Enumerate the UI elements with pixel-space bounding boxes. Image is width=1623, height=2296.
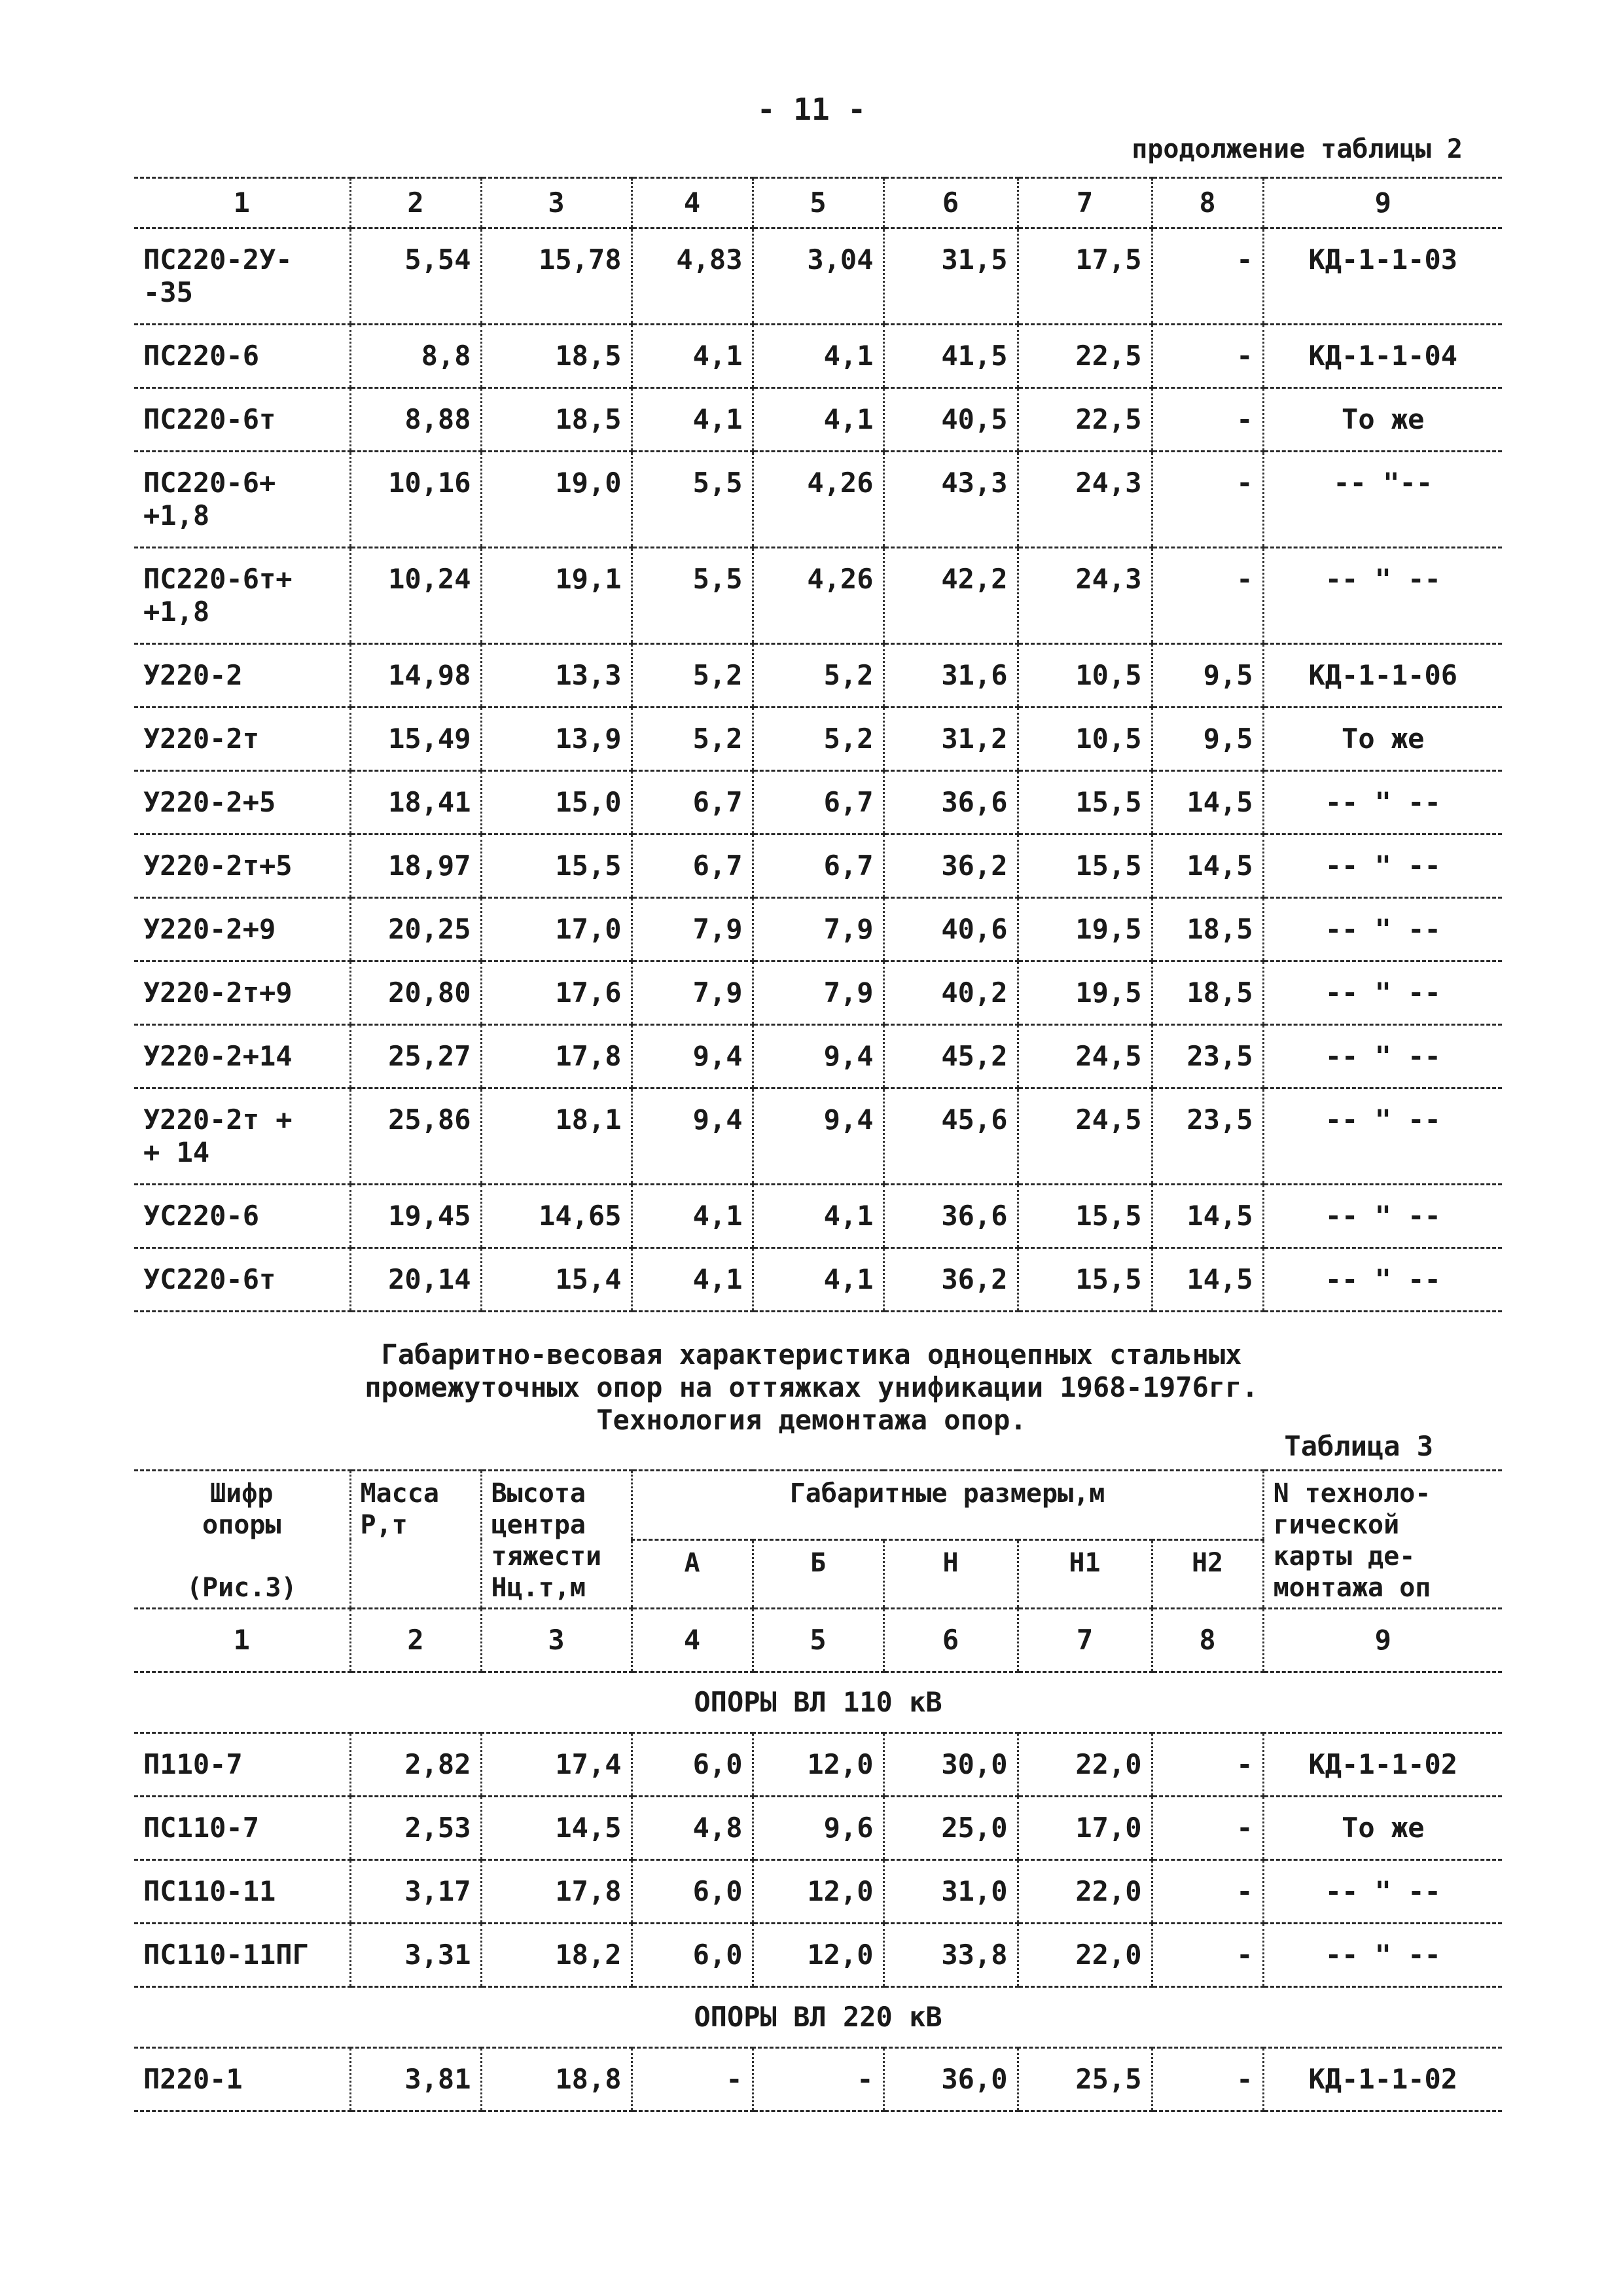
table-cell: 22,0 (1018, 1733, 1152, 1797)
table-cell: 15,5 (481, 834, 632, 898)
table-cell: 4,1 (753, 1248, 883, 1312)
table-cell: 36,6 (883, 1185, 1018, 1248)
table-cell: 30,0 (883, 1733, 1018, 1797)
table-cell: 15,49 (350, 708, 481, 771)
table-cell: -- " -- (1263, 1924, 1502, 1987)
table-cell: 9,4 (632, 1025, 753, 1088)
table-row (134, 325, 1502, 388)
table-cell: У220-2+14 (134, 1025, 350, 1088)
table-row (134, 228, 1502, 325)
table-2 (134, 177, 1502, 1312)
table-cell: 9,4 (632, 1088, 753, 1185)
table-cell: 7 (1018, 178, 1152, 228)
table-cell: 5,54 (350, 228, 481, 325)
table-cell: 5 (753, 1609, 883, 1672)
table-cell: 15,0 (481, 771, 632, 834)
table-cell: 6,7 (632, 771, 753, 834)
table-cell: 12,0 (753, 1924, 883, 1987)
header-dim-a: А (632, 1539, 753, 1609)
table-cell: 4,1 (632, 325, 753, 388)
table-cell: 12,0 (753, 1860, 883, 1924)
table-cell: ПС220-6 (134, 325, 350, 388)
table-3-header-row (134, 1471, 1502, 1540)
table-row (134, 2048, 1502, 2111)
table-cell: 18,5 (481, 325, 632, 388)
table-cell: 25,86 (350, 1088, 481, 1185)
table-cell: 12,0 (753, 1733, 883, 1797)
table-row (134, 1924, 1502, 1987)
table-cell: - (1152, 452, 1263, 548)
table-cell: - (753, 2048, 883, 2111)
table-cell: 19,45 (350, 1185, 481, 1248)
table-cell: ПС110-11ПГ (134, 1924, 350, 1987)
table-cell: 15,5 (1018, 1248, 1152, 1312)
table-cell: То же (1263, 1797, 1502, 1860)
header-dim-h2: Н2 (1152, 1539, 1263, 1609)
table-cell: 24,3 (1018, 452, 1152, 548)
table-cell: УС220-6т (134, 1248, 350, 1312)
section-title: ОПОРЫ ВЛ 110 кВ (134, 1672, 1502, 1733)
table-cell: 8,8 (350, 325, 481, 388)
table-continuation-label: продолжение таблицы 2 (1132, 134, 1463, 164)
table-cell: -- "-- (1263, 452, 1502, 548)
table-row (134, 1248, 1502, 1312)
header-cipher: Шифр опоры (Рис.3) (134, 1471, 350, 1609)
header-dim-h: Н (883, 1539, 1018, 1609)
table-cell: 22,0 (1018, 1860, 1152, 1924)
table-cell: 15,78 (481, 228, 632, 325)
table-cell: - (1152, 1797, 1263, 1860)
table-cell: 2 (350, 1609, 481, 1672)
table-cell: 4,1 (632, 1185, 753, 1248)
table-cell: - (1152, 2048, 1263, 2111)
header-dimensions-group: Габаритные размеры,м (632, 1471, 1263, 1540)
table-row (134, 771, 1502, 834)
table-row (134, 644, 1502, 708)
table-cell: 14,5 (1152, 1185, 1263, 1248)
table-cell: 10,5 (1018, 644, 1152, 708)
table-cell: 6 (883, 178, 1018, 228)
table-cell: 17,0 (1018, 1797, 1152, 1860)
table-cell: У220-2 (134, 644, 350, 708)
table-row (134, 961, 1502, 1025)
section-row-220kv (134, 1987, 1502, 2048)
table-cell: - (1152, 548, 1263, 644)
table-cell: 24,5 (1018, 1088, 1152, 1185)
table-cell: 4,1 (632, 1248, 753, 1312)
table-cell: 6,0 (632, 1733, 753, 1797)
table-row (134, 1860, 1502, 1924)
table-cell: 2 (350, 178, 481, 228)
table-cell: 17,6 (481, 961, 632, 1025)
table-cell: 5,2 (632, 644, 753, 708)
table-cell: КД-1-1-06 (1263, 644, 1502, 708)
table-cell: ПС220-6+ +1,8 (134, 452, 350, 548)
table-cell: КД-1-1-04 (1263, 325, 1502, 388)
table-cell: 13,9 (481, 708, 632, 771)
table-3-label: Таблица 3 (1284, 1430, 1433, 1462)
table-3-caption-line-2: промежуточных опор на оттяжках унификации 1968-1976гг. (365, 1371, 1258, 1403)
table-cell: 13,3 (481, 644, 632, 708)
table-cell: 4 (632, 178, 753, 228)
table-cell: 3,04 (753, 228, 883, 325)
table-cell: 14,65 (481, 1185, 632, 1248)
table-cell: 3,31 (350, 1924, 481, 1987)
table-row (134, 834, 1502, 898)
table-cell: 4,8 (632, 1797, 753, 1860)
table-cell: 22,5 (1018, 325, 1152, 388)
table-cell: 41,5 (883, 325, 1018, 388)
table-cell: 4,1 (632, 388, 753, 452)
table-cell: ПС110-11 (134, 1860, 350, 1924)
table-cell: 14,5 (1152, 771, 1263, 834)
table-cell: ПС220-2У- -35 (134, 228, 350, 325)
table-cell: 9,6 (753, 1797, 883, 1860)
table-cell: 40,5 (883, 388, 1018, 452)
header-tech-card: N техноло- гической карты де- монтажа оп (1263, 1471, 1502, 1609)
section-row-110kv (134, 1672, 1502, 1733)
table-cell: 20,25 (350, 898, 481, 961)
table-cell: 4,83 (632, 228, 753, 325)
table-cell: 7 (1018, 1609, 1152, 1672)
table-row (134, 898, 1502, 961)
table-cell: 17,0 (481, 898, 632, 961)
table-cell: - (1152, 1733, 1263, 1797)
table-cell: 10,24 (350, 548, 481, 644)
table-3 (134, 1469, 1502, 2112)
table-cell: - (1152, 228, 1263, 325)
table-cell: 20,80 (350, 961, 481, 1025)
table-cell: 18,97 (350, 834, 481, 898)
table-2-header-row (134, 178, 1502, 228)
header-center-height: Высота центра тяжести Нц.т,м (481, 1471, 632, 1609)
table-cell: 3 (481, 178, 632, 228)
table-3-caption-line-1: Габаритно-весовая характеристика одноцепных стальных (381, 1338, 1242, 1371)
table-cell: У220-2+5 (134, 771, 350, 834)
table-cell: -- " -- (1263, 834, 1502, 898)
table-cell: 15,5 (1018, 771, 1152, 834)
table-cell: ПС220-6т+ +1,8 (134, 548, 350, 644)
table-cell: 17,8 (481, 1860, 632, 1924)
table-cell: 18,5 (1152, 898, 1263, 961)
table-cell: У220-2т + + 14 (134, 1088, 350, 1185)
header-dim-h1: Н1 (1018, 1539, 1152, 1609)
table-cell: -- " -- (1263, 898, 1502, 961)
table-cell: 1 (134, 1609, 350, 1672)
table-row (134, 452, 1502, 548)
table-row (134, 1185, 1502, 1248)
table-cell: 19,1 (481, 548, 632, 644)
table-cell: То же (1263, 708, 1502, 771)
table-cell: 18,5 (1152, 961, 1263, 1025)
table-cell: 14,5 (1152, 834, 1263, 898)
table-cell: 4,1 (753, 1185, 883, 1248)
table-cell: 9,4 (753, 1088, 883, 1185)
table-cell: 2,82 (350, 1733, 481, 1797)
table-cell: -- " -- (1263, 1248, 1502, 1312)
table-cell: 4,26 (753, 548, 883, 644)
table-cell: 36,0 (883, 2048, 1018, 2111)
table-cell: 45,2 (883, 1025, 1018, 1088)
table-3-number-row (134, 1609, 1502, 1672)
table-row (134, 1025, 1502, 1088)
table-cell: 43,3 (883, 452, 1018, 548)
header-dim-b: Б (753, 1539, 883, 1609)
table-cell: 5,5 (632, 452, 753, 548)
table-cell: 4,1 (753, 325, 883, 388)
table-cell: У220-2т+5 (134, 834, 350, 898)
table-cell: 20,14 (350, 1248, 481, 1312)
header-mass: Масса Р,т (350, 1471, 481, 1609)
table-cell: 18,8 (481, 2048, 632, 2111)
table-cell: -- " -- (1263, 1025, 1502, 1088)
table-row (134, 1088, 1502, 1185)
table-cell: У220-2+9 (134, 898, 350, 961)
table-cell: - (632, 2048, 753, 2111)
table-cell: 23,5 (1152, 1025, 1263, 1088)
table-cell: КД-1-1-02 (1263, 1733, 1502, 1797)
table-row (134, 708, 1502, 771)
table-cell: КД-1-1-02 (1263, 2048, 1502, 2111)
table-cell: 9,4 (753, 1025, 883, 1088)
table-cell: П220-1 (134, 2048, 350, 2111)
table-cell: 18,1 (481, 1088, 632, 1185)
table-cell: 4 (632, 1609, 753, 1672)
table-cell: 8,88 (350, 388, 481, 452)
table-cell: 19,5 (1018, 961, 1152, 1025)
table-cell: 9,5 (1152, 644, 1263, 708)
table-cell: 18,2 (481, 1924, 632, 1987)
table-cell: 31,0 (883, 1860, 1018, 1924)
table-cell: 36,2 (883, 834, 1018, 898)
table-cell: 17,8 (481, 1025, 632, 1088)
table-cell: -- " -- (1263, 548, 1502, 644)
table-cell: -- " -- (1263, 771, 1502, 834)
table-cell: 15,5 (1018, 834, 1152, 898)
table-cell: 24,3 (1018, 548, 1152, 644)
table-cell: То же (1263, 388, 1502, 452)
table-cell: 18,41 (350, 771, 481, 834)
table-cell: 36,2 (883, 1248, 1018, 1312)
table-cell: 14,98 (350, 644, 481, 708)
table-cell: 40,2 (883, 961, 1018, 1025)
table-cell: 23,5 (1152, 1088, 1263, 1185)
table-cell: 10,5 (1018, 708, 1152, 771)
table-cell: 7,9 (753, 961, 883, 1025)
table-row (134, 548, 1502, 644)
table-cell: -- " -- (1263, 1860, 1502, 1924)
table-cell: - (1152, 325, 1263, 388)
table-cell: 15,4 (481, 1248, 632, 1312)
section-title: ОПОРЫ ВЛ 220 кВ (134, 1987, 1502, 2048)
table-cell: 25,5 (1018, 2048, 1152, 2111)
table-cell: 3,17 (350, 1860, 481, 1924)
page-number: - 11 - (757, 92, 866, 127)
table-cell: 5,2 (753, 708, 883, 771)
table-cell: У220-2т+9 (134, 961, 350, 1025)
table-cell: 5,5 (632, 548, 753, 644)
table-cell: 8 (1152, 1609, 1263, 1672)
table-cell: У220-2т (134, 708, 350, 771)
table-cell: 6,7 (753, 834, 883, 898)
table-cell: 33,8 (883, 1924, 1018, 1987)
table-cell: 45,6 (883, 1088, 1018, 1185)
table-cell: 5 (753, 178, 883, 228)
table-cell: 3,81 (350, 2048, 481, 2111)
table-cell: 19,5 (1018, 898, 1152, 961)
table-cell: 25,27 (350, 1025, 481, 1088)
table-cell: 15,5 (1018, 1185, 1152, 1248)
table-cell: -- " -- (1263, 1185, 1502, 1248)
table-cell: 6,7 (632, 834, 753, 898)
table-cell: КД-1-1-03 (1263, 228, 1502, 325)
table-cell: 22,0 (1018, 1924, 1152, 1987)
table-cell: 8 (1152, 178, 1263, 228)
table-cell: 6,0 (632, 1924, 753, 1987)
table-cell: -- " -- (1263, 961, 1502, 1025)
table-cell: 14,5 (1152, 1248, 1263, 1312)
table-cell: 1 (134, 178, 350, 228)
table-cell: 6,0 (632, 1860, 753, 1924)
table-cell: 19,0 (481, 452, 632, 548)
table-cell: 9 (1263, 178, 1502, 228)
table-cell: 17,4 (481, 1733, 632, 1797)
table-cell: 7,9 (632, 898, 753, 961)
table-cell: ПС220-6т (134, 388, 350, 452)
table-cell: 31,6 (883, 644, 1018, 708)
table-cell: 2,53 (350, 1797, 481, 1860)
table-row (134, 1797, 1502, 1860)
table-cell: 6 (883, 1609, 1018, 1672)
table-cell: 25,0 (883, 1797, 1018, 1860)
table-cell: 9 (1263, 1609, 1502, 1672)
table-cell: 9,5 (1152, 708, 1263, 771)
table-cell: 17,5 (1018, 228, 1152, 325)
table-cell: 31,5 (883, 228, 1018, 325)
table-cell: 5,2 (632, 708, 753, 771)
table-cell: 14,5 (481, 1797, 632, 1860)
table-cell: 36,6 (883, 771, 1018, 834)
table-cell: 3 (481, 1609, 632, 1672)
table-cell: 24,5 (1018, 1025, 1152, 1088)
table-cell: 40,6 (883, 898, 1018, 961)
table-cell: 31,2 (883, 708, 1018, 771)
table-cell: - (1152, 1860, 1263, 1924)
table-cell: 10,16 (350, 452, 481, 548)
table-cell: УС220-6 (134, 1185, 350, 1248)
table-cell: - (1152, 1924, 1263, 1987)
table-cell: 7,9 (753, 898, 883, 961)
table-cell: 22,5 (1018, 388, 1152, 452)
table-cell: 6,7 (753, 771, 883, 834)
table-cell: 7,9 (632, 961, 753, 1025)
table-row (134, 1733, 1502, 1797)
table-3-caption-line-3: Технология демонтажа опор. (596, 1404, 1027, 1436)
table-cell: 4,1 (753, 388, 883, 452)
table-cell: -- " -- (1263, 1088, 1502, 1185)
table-cell: - (1152, 388, 1263, 452)
table-cell: 42,2 (883, 548, 1018, 644)
table-cell: П110-7 (134, 1733, 350, 1797)
table-cell: ПС110-7 (134, 1797, 350, 1860)
table-row (134, 388, 1502, 452)
table-cell: 18,5 (481, 388, 632, 452)
table-cell: 5,2 (753, 644, 883, 708)
table-cell: 4,26 (753, 452, 883, 548)
